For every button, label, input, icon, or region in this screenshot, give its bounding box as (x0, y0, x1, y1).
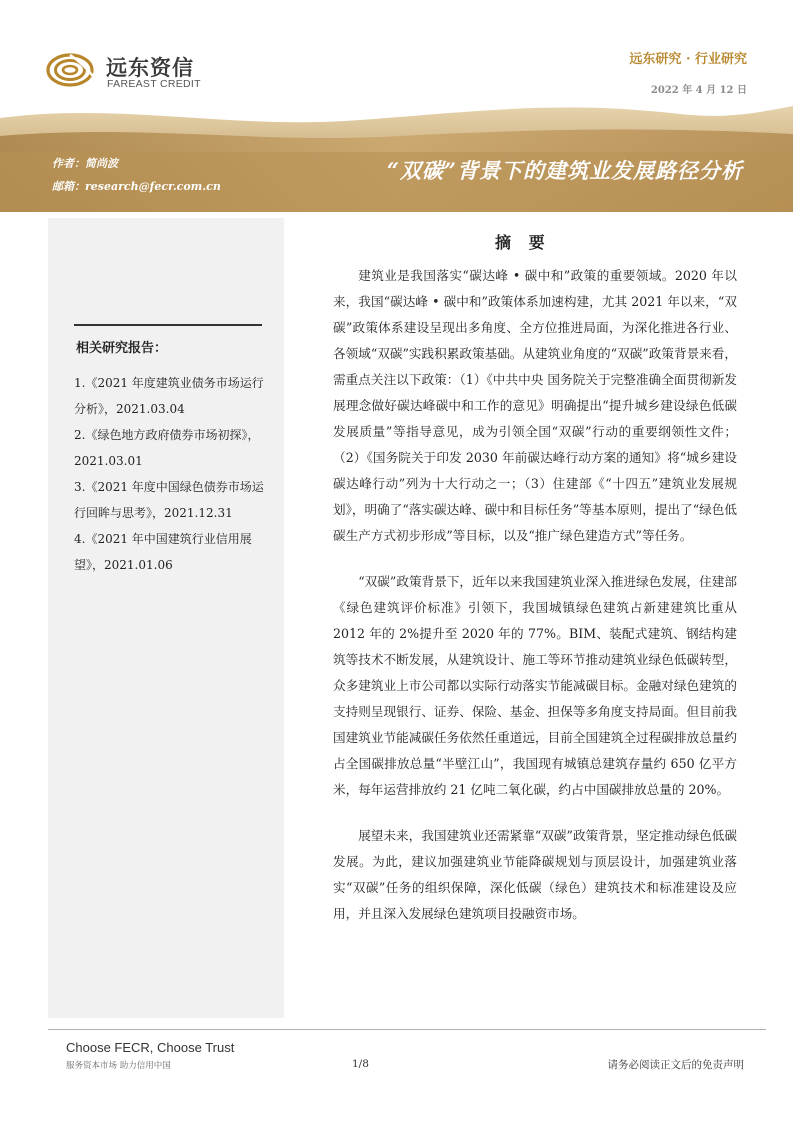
author-label: 作者：简尚波 (52, 157, 118, 170)
sidebar-divider (74, 324, 262, 326)
related-reports-heading: 相关研究报告： (76, 341, 168, 356)
related-reports-list (74, 370, 270, 578)
sidebar (48, 218, 284, 1018)
abstract-heading: 摘 要 (495, 233, 551, 252)
related-report-item[interactable]: 1.《2021 年度建筑业债务市场运行分析》，2021.03.04 (74, 376, 264, 416)
abstract-body (333, 263, 737, 927)
abstract-paragraph: “双碳”政策背景下，近年以来我国建筑业深入推进绿色发展，住建部《绿色建筑评价标准》引领下，我国城镇绿色建筑占新建建筑比重从 2012 年的 2%提升至 2020 年的 77%。BIM、装配式建筑、钢结构建筑等技术不断发展，从建筑设计、施工等环节推动建筑业绿色低碳转型，众多建筑业上市公司都以实际行动落实节能减碳目标。金融对绿色建筑的支持则呈现银行、证券、保险、基金、担保等多角度支持局面。但目前我国建筑业节能减碳任务依然任重道远，目前全国建筑全过程碳排放总量约占全国碳排放总量“半壁江山”，我国现有城镇总建筑存量约 650 亿平方米，每年运营排放约 21 亿吨二氧化碳，约占中国碳排放总量的 20%。 (333, 574, 737, 797)
footer-slogan: Choose FECR, Choose Trust (66, 1040, 235, 1055)
related-report-item[interactable]: 2.《绿色地方政府债券市场初探》，2021.03.01 (74, 428, 260, 468)
footer-subtitle: 服务资本市场 助力信用中国 (66, 1061, 171, 1071)
abstract-paragraph: 建筑业是我国落实“碳达峰 • 碳中和”政策的重要领域。2020 年以来，我国“碳达峰 • 碳中和”政策体系加速构建，尤其 2021 年以来，“双碳”政策体系建设呈现出多角度、全方位推进局面，为深化推进各行业、各领域“双碳”实践积累政策基础。从建筑业角度的“双碳”政策背景来看，需重点关注以下政策：（1）《中共中央 国务院关于完整准确全面贯彻新发展理念做好碳达峰碳中和工作的意见》明确提出“提升城乡建设绿色低碳发展质量”等指导意见，成为引领全国“双碳”行动的重要纲领性文件；（2）《国务院关于印发 2030 年前碳达峰行动方案的通知》将“城乡建设碳达峰行动”列为十大行动之一；（3）住建部《“十四五”建筑业发展规划》，明确了“落实碳达峰、碳中和目标任务”等基本原则，提出了“绿色低碳生产方式初步形成”等目标，以及“推广绿色建造方式”等任务。 (333, 268, 737, 543)
report-date: 2022 年 4 月 12 日 (650, 85, 747, 96)
disclaimer-note: 请务必阅读正文后的免责声明 (607, 1059, 744, 1071)
abstract-paragraph: 展望未来，我国建筑业还需紧靠“双碳”政策背景，坚定推动绿色低碳发展。为此，建议加强建筑业节能降碳规划与顶层设计，加强建筑业落实“双碳”任务的组织保障，深化低碳（绿色）建筑技术和标准建设及应用，并且深入发展绿色建筑项目投融资市场。 (333, 828, 737, 921)
fareast-logo-icon (46, 50, 98, 90)
brand-name-cn: 远东资信 (106, 56, 194, 80)
related-report-item[interactable]: 3.《2021 年度中国绿色债券市场运行回眸与思考》，2021.12.31 (74, 480, 264, 520)
header (0, 0, 793, 100)
brand-name-en: FAREAST CREDIT (107, 78, 201, 90)
page-number: 1/8 (352, 1058, 369, 1070)
related-report-item[interactable]: 4.《2021 年中国建筑行业信用展望》，2021.01.06 (74, 532, 252, 572)
report-title: “双碳”背景下的建筑业发展路径分析 (386, 158, 743, 183)
footer-divider (48, 1029, 766, 1030)
report-series: 远东研究 · 行业研究 (629, 52, 747, 67)
email-label: 邮箱：research@fecr.com.cn (52, 180, 221, 193)
